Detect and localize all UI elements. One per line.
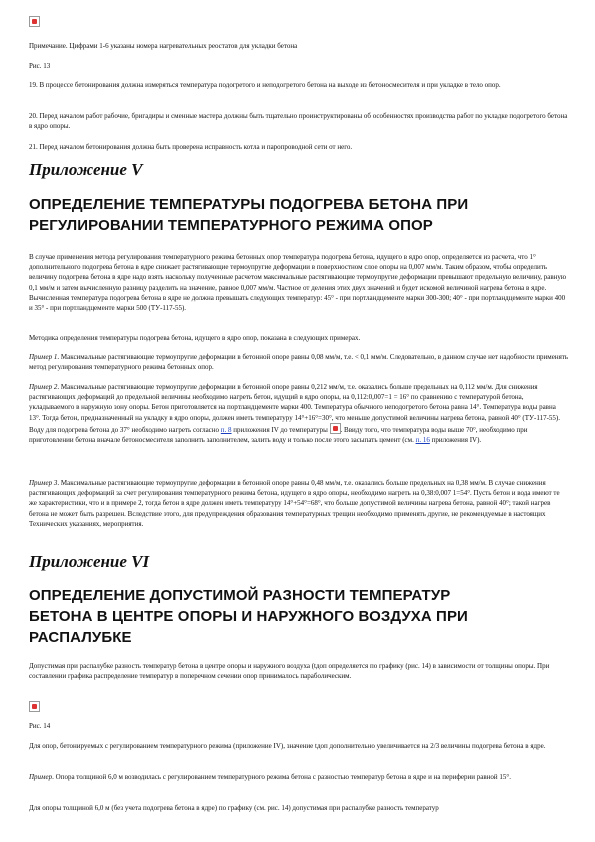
appendix-v-paragraph-2: Методика определения температуры подогрева бетона, идущего в ядро опор, показана в следующих примерах. bbox=[29, 334, 361, 342]
heading-line: РЕГУЛИРОВАНИИ ТЕМПЕРАТУРНОГО РЕЖИМА ОПОР bbox=[29, 217, 433, 234]
example-3 bbox=[29, 478, 569, 529]
broken-image-icon bbox=[29, 701, 40, 712]
example-text: приложения IV до температуры bbox=[233, 425, 328, 434]
paragraph-19: 19. В процессе бетонирования должна измеряться температура подогретого и неподогретого бетона на выходе из бетоносмесителя и при укладке в тело опор. bbox=[29, 81, 501, 89]
appendix-v-label: Приложение V bbox=[29, 160, 143, 179]
broken-image-icon bbox=[29, 16, 40, 27]
appendix-v-heading bbox=[29, 194, 574, 236]
paragraph-21: 21. Перед началом бетонирования должна быть проверена исправность котла и паропроводной сети от него. bbox=[29, 143, 353, 151]
appendix-vi-paragraph-2: Для опор, бетонируемых с регулированием температурного режима (приложение IV), значение tдоп дополнительно увеличивается на 2/3 величины подогрева бетона в ядре. bbox=[29, 742, 546, 750]
link-item-16[interactable]: п. 16 bbox=[415, 436, 430, 445]
heading-line: ОПРЕДЕЛЕНИЕ ДОПУСТИМОЙ РАЗНОСТИ ТЕМПЕРАТУР bbox=[29, 587, 451, 604]
example-label: Пример 2 bbox=[29, 383, 58, 391]
example-text: приложения IV). bbox=[431, 436, 482, 445]
figure-note: Примечание. Цифрами 1-6 указаны номера нагревательных реостатов для укладки бетона bbox=[29, 42, 298, 50]
appendix-vi-label: Приложение VI bbox=[29, 552, 150, 571]
example-label: Пример 3 bbox=[29, 479, 58, 487]
example-text: . Опора толщиной 6,0 м возводилась с регулированием температурного режима бетона с разностью температур бетона в ядре и на периферии равной 15°. bbox=[52, 773, 511, 781]
heading-line: РАСПАЛУБКЕ bbox=[29, 629, 132, 646]
example-label: Пример bbox=[29, 773, 53, 781]
example-2 bbox=[29, 382, 569, 445]
broken-image-icon bbox=[330, 423, 341, 434]
example-text: . Максимальные растягивающие термоупругие деформации в бетонной опоре равны 0,212 мм/м, т.е. оказались больше предельных на 0,112 мм/м. Для снижения растягивающих деформаций до предельной величины необходимо нагреть бетон, идущий в ядро опоры, на 0,112:0,007=1 = 16° по сравнению с температурой бетона, укладываемого в наружную зону опоры. Бетон приготовляется на портландцементе марки 400. Температура обычного неподогретого бетона равна 14°. Температура воды равна 13°. Тогда бетон, предназначенный на укладку в ядро опоры, должен иметь температуру 14°+16°=30°, что меньше допустимой величины нагрева бетона, равной 40° (ТУ-117-55). Воду для подогрева бетона до 37° необходимо нагреть согласно bbox=[29, 383, 560, 434]
appendix-v-paragraph-1: В случае применения метода регулирования температурного режима бетонных опор температура подогрева бетона, идущего в ядро опор, определяется из расчета, что 1° дополнительного подогрева бетона в ядре снижает растягивающие термоупругие деформации в поверхностном слое опоры на 0,007 мм/м. Таким образом, чтобы определить величину подогрева бетона в ядре надо взять наскольку полученные расчетом максимальные растягивающие термоупругие деформации превышают предельную величину, равную 0,1 мм/м и затем вычисленную разницу разделить на значение, равное 0,007 мм/м. Частное от деления этих двух значений и будет искомой величиной нагрева бетона в ядре. Вычисленная температура подогрева бетона в ядре не должна превышать следующих температур: 45° - при портландцементе марки 300-300; 40° - при портландцементе марки 400 и 35° - при портландцементе марки 500 (ТУ-117-55). bbox=[29, 253, 567, 313]
figure-14-caption: Рис. 14 bbox=[29, 722, 51, 730]
example-1 bbox=[29, 352, 569, 372]
appendix-vi-heading bbox=[29, 585, 574, 648]
link-item-8[interactable]: п. 8 bbox=[220, 425, 232, 434]
example-text: . Максимальные растягивающие термоупругие деформации в бетонной опоре равны 0,48 мм/м, т.е. оказались больше предельных на 0,38 мм/м. В случае снижения растягивающих деформаций за счет регулирования температурного режима бетона, идущего в ядро опоры, необходимо нагреть на 0,38:0,007 1=54°. Пусть бетон и вода имеют те же характеристики, что и в примере 2, тогда бетон в ядре должен иметь температуру 14°+54°=68°, что больше допустимой величины нагрева бетона, равной 40°; такой нагрев бетона не может быть разрешен. Вследствие этого, для предупреждения образования температурных трещин необходимо применять другие, не рекомендуемые в настоящих Технических указаниях, мероприятия. bbox=[29, 479, 560, 528]
example-text: . Ввиду того, что температура воды выше 70°, необходимо при приготовлении бетона вначале бетоносмесителя заполнить заполнителем, залить воду и только после этого засыпать цемент (см. bbox=[29, 425, 528, 445]
appendix-vi-example bbox=[29, 772, 569, 782]
appendix-vi-paragraph-3: Для опоры толщиной 6,0 м (без учета подогрева бетона в ядре) по графику (см. рис. 14) допустимая при распалубке разность температур bbox=[29, 804, 439, 812]
heading-line: БЕТОНА В ЦЕНТРЕ ОПОРЫ И НАРУЖНОГО ВОЗДУХА ПРИ bbox=[29, 608, 468, 625]
paragraph-20: 20. Перед началом работ рабочие, бригадиры и сменные мастера должны быть тщательно проинструктированы об особенностях производства работ по укладке подогретого бетона в ядро опоры. bbox=[29, 112, 568, 131]
example-text: . Максимальные растягивающие термоупругие деформации в бетонной опоре равны 0,08 мм/м, т.е. < 0,1 мм/м. Следовательно, в данном случае нет надобности применять метод регулирования температурного режима бетонных опор. bbox=[29, 353, 569, 372]
heading-line: ОПРЕДЕЛЕНИЕ ТЕМПЕРАТУРЫ ПОДОГРЕВА БЕТОНА ПРИ bbox=[29, 196, 469, 213]
appendix-vi-paragraph-1: Допустимая при распалубке разность температур бетона в центре опоры и наружного воздуха (tдоп определяется по графику (рис. 14) в зависимости от толщины опоры. При составлении графика распределение температур в поперечном сечении опор принималось параболическим. bbox=[29, 662, 550, 681]
figure-13-caption: Рис. 13 bbox=[29, 62, 51, 70]
example-label: Пример 1 bbox=[29, 353, 58, 361]
